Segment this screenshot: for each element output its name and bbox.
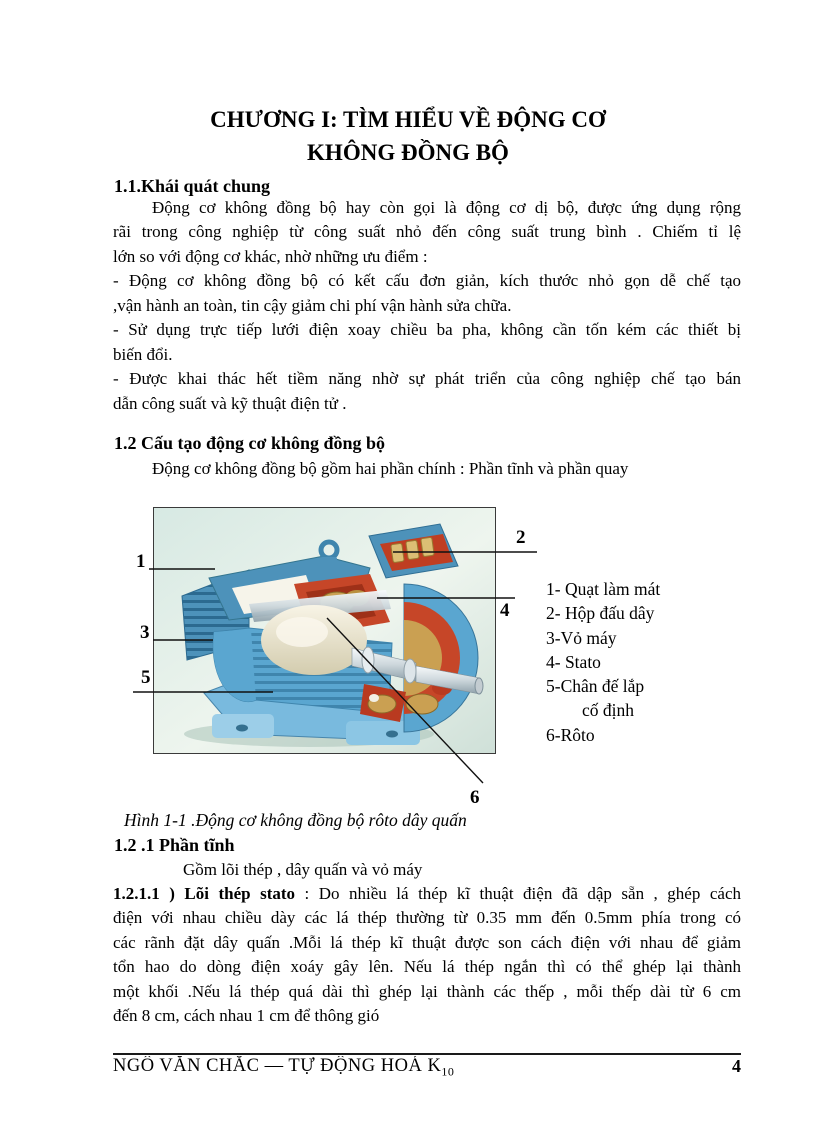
motor-figure bbox=[113, 500, 741, 815]
callout-5: 5 bbox=[141, 667, 151, 688]
lead-in-rest: : Do nhiều lá thép kĩ thuật điện đã dập sẵn , ghép cách bbox=[295, 884, 741, 903]
callout-6: 6 bbox=[470, 787, 480, 808]
section-1-1-body bbox=[113, 196, 741, 416]
section-1-2-1-1-body bbox=[113, 882, 741, 1029]
callout-4: 4 bbox=[500, 600, 510, 621]
section-1-2-1-intro bbox=[113, 858, 741, 882]
callout-2: 2 bbox=[516, 527, 526, 548]
page-footer bbox=[113, 1056, 741, 1077]
text-line: - Động cơ không đồng bộ có kết cấu đơn giản, kích thước nhỏ gọn dễ chế tạo bbox=[113, 271, 741, 291]
text-line: một khối .Nếu lá thép quá dài thì ghép lại thành các thếp , mỗi thếp dài từ 6 cm bbox=[113, 981, 741, 1001]
callout-1: 1 bbox=[136, 551, 146, 572]
text-line: - Được khai thác hết tiềm năng nhờ sự phát triển của công nghiệp chế tạo bán bbox=[113, 369, 741, 389]
footer-author-subscript: 10 bbox=[441, 1064, 455, 1077]
legend-item-feet: 5-Chân đế lắp bbox=[546, 676, 645, 697]
legend-item-fan: 1- Quạt làm mát bbox=[546, 579, 661, 599]
motor-photo bbox=[153, 507, 496, 754]
legend-item-stator: 4- Stato bbox=[546, 651, 601, 672]
legend-item-frame: 3-Vỏ máy bbox=[546, 627, 617, 648]
heading-1-2-1: 1.2 .1 Phần tĩnh bbox=[114, 835, 235, 855]
legend-item-rotor: 6-Rôto bbox=[546, 724, 595, 745]
legend-item-feet-cont: cố định bbox=[582, 700, 635, 721]
chapter-title-line2: KHÔNG ĐỒNG BỘ bbox=[307, 140, 509, 165]
text-line: Động cơ không đồng bộ gồm hai phần chính : Phần tĩnh và phần quay bbox=[152, 459, 629, 478]
motor-cutaway-illustration bbox=[154, 508, 495, 753]
text-line: tổn hao do dòng điện xoáy gây lên. Nếu lá thép ngắn thì có thể ghép lại thành bbox=[113, 957, 741, 977]
text-line: điện với nhau chiều dày các lá thép thường từ 0.35 mm đến 0.5mm phía trong có bbox=[113, 908, 741, 928]
figure-legend bbox=[546, 577, 741, 747]
lead-in-bold: 1.2.1.1 ) Lõi thép stato bbox=[113, 884, 296, 903]
footer-divider bbox=[113, 1053, 741, 1055]
text-line: các rãnh đặt dây quấn .Mỗi lá thép kĩ thuật được son cách điện với nhau để giảm bbox=[113, 932, 741, 952]
callout-3: 3 bbox=[140, 622, 150, 643]
text-line: lớn so với động cơ khác, nhờ những ưu điểm : bbox=[113, 246, 428, 266]
page-number: 4 bbox=[732, 1056, 741, 1076]
text-line bbox=[113, 882, 741, 906]
text-line: biến đổi. bbox=[113, 344, 173, 364]
text-line: ,vận hành an toàn, tin cậy giảm chi phí vận hành sửa chữa. bbox=[113, 295, 512, 315]
text-line: dẫn công suất và kỹ thuật điện tử . bbox=[113, 393, 347, 413]
text-line: - Sử dụng trực tiếp lưới điện xoay chiều ba pha, không cần tốn kém các thiết bị bbox=[113, 320, 741, 340]
chapter-title bbox=[0, 103, 816, 169]
footer-author bbox=[113, 1056, 454, 1077]
figure-caption: Hình 1-1 .Động cơ không đồng bộ rôto dây quấn bbox=[124, 810, 467, 830]
heading-1-1: 1.1.Khái quát chung bbox=[114, 176, 271, 196]
text-line: đến 8 cm, cách nhau 1 cm để thông gió bbox=[113, 1006, 380, 1026]
text-line: Động cơ không đồng bộ hay còn gọi là động cơ dị bộ, được ứng dụng rộng bbox=[152, 198, 741, 217]
chapter-title-line1: CHƯƠNG I: TÌM HIỂU VỀ ĐỘNG CƠ bbox=[210, 107, 606, 132]
text-line: Gồm lõi thép , dây quấn và vỏ máy bbox=[183, 860, 423, 879]
heading-1-2: 1.2 Cấu tạo động cơ không đồng bộ bbox=[114, 433, 386, 453]
section-1-2-intro bbox=[113, 457, 741, 481]
legend-item-terminal: 2- Hộp đấu dây bbox=[546, 603, 655, 624]
footer-author-text: NGÔ VĂN CHẮC — TỰ ĐỘNG HOÁ K bbox=[113, 1056, 442, 1076]
text-line: rãi trong công nghiệp từ công suất nhỏ đến công suất trung bình . Chiếm tỉ lệ bbox=[113, 222, 741, 242]
